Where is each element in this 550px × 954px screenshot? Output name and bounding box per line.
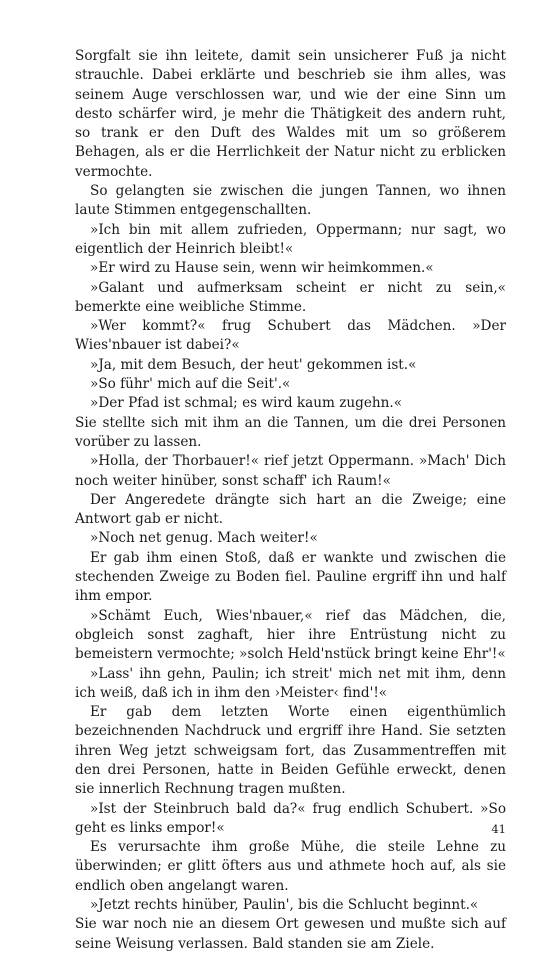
paragraph: »Lass' ihn gehn, Paulin; ich streit' mich net mit ihm, denn ich weiß, daß ich in ihm den ›Meister‹ find'!« (75, 665, 506, 701)
page-number: 41 (491, 822, 506, 836)
paragraph: »Holla, der Thorbauer!« rief jetzt Oppermann. »Mach' Dich noch weiter hinüber, sonst schaff' ich Raum!« (75, 453, 506, 489)
paragraph: Sie stellte sich mit ihm an die Tannen, um die drei Personen vorüber zu lassen. (75, 414, 506, 450)
paragraph: »So führ' mich auf die Seit'.« (90, 376, 291, 393)
paragraph: So gelangten sie zwischen die jungen Tannen, wo ihnen laute Stimmen entgegenschallten. (75, 183, 506, 219)
paragraph: Er gab dem letzten Worte einen eigenthümlich bezeichnenden Nachdruck und ergriff ihre Hand. Sie setzten ihren Weg jetzt schweigsam fort, das Zusammentreffen mit den drei Personen, hatte in Beiden Gefühle erweckt, denen sie innerlich Rechnung tragen mußten. (75, 704, 506, 798)
paragraph: »Er wird zu Hause sein, wenn wir heimkommen.« (90, 260, 434, 277)
paragraph: »Ich bin mit allem zufrieden, Oppermann; nur sagt, wo eigentlich der Heinrich bleibt!« (75, 221, 506, 257)
paragraph: »Ja, mit dem Besuch, der heut' gekommen ist.« (90, 356, 417, 373)
paragraph: »Ist der Steinbruch bald da?« frug endlich Schubert. »So geht es links empor!« (75, 800, 506, 836)
paragraph: »Schämt Euch, Wies'nbauer,« rief das Mädchen, die, obgleich sonst zaghaft, hier ihre Entrüstung nicht zu bemeistern vermochte; »solch Held'nstück bringt keine Ehr'!« (75, 607, 506, 663)
paragraph: »Der Pfad ist schmal; es wird kaum zugehn.« (90, 395, 403, 412)
paragraph: »Noch net genug. Mach weiter!« (90, 530, 318, 547)
paragraph: Sie war noch nie an diesem Ort gewesen und mußte sich auf seine Weisung verlassen. Bald standen sie am Ziele. (75, 916, 506, 952)
body-text (75, 47, 506, 954)
paragraph: Er gab ihm einen Stoß, daß er wankte und zwischen die stechenden Zweige zu Boden fiel. Pauline ergriff ihn und half ihm empor. (75, 549, 506, 605)
paragraph: »Galant und aufmerksam scheint er nicht zu sein,« bemerkte eine weibliche Stimme. (75, 279, 506, 315)
paragraph: »Jetzt rechts hinüber, Paulin', bis die Schlucht beginnt.« (90, 897, 479, 914)
paragraph: Es verursachte ihm große Mühe, die steile Lehne zu überwinden; er glitt öfters aus und athmete hoch auf, als sie endlich oben angelangt waren. (75, 839, 506, 894)
paragraph: Sorgfalt sie ihn leitete, damit sein unsicherer Fuß ja nicht strauchle. Dabei erklärte und beschrieb sie ihm alles, was seinem Auge verschlossen war, und wie der eine Sinn um desto schärfer wird, je mehr die Thätigkeit des andern ruht, so trank er den Duft des Waldes mit um so größerem Behagen, als er die Herrlichkeit der Natur nicht zu erblicken vermochte. (75, 48, 506, 180)
paragraph: Der Angeredete drängte sich hart an die Zweige; eine Antwort gab er nicht. (75, 491, 506, 528)
paragraph: »Wer kommt?« frug Schubert das Mädchen. »Der Wies'nbauer ist dabei?« (75, 318, 506, 354)
